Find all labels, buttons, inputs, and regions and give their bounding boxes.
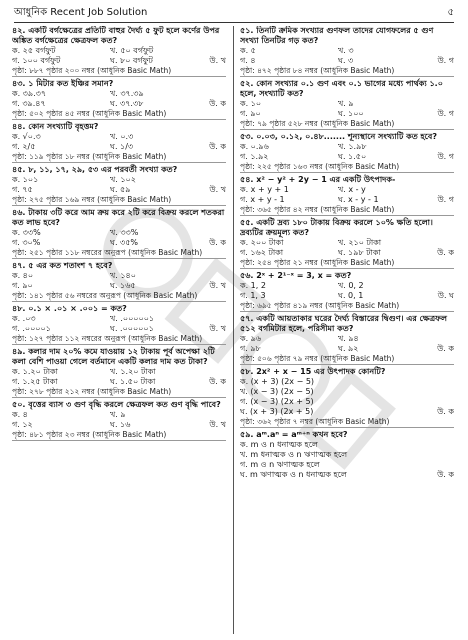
option: খ. ৩ — [338, 46, 354, 55]
question-item — [240, 271, 454, 312]
question-item — [240, 218, 454, 269]
question-text: ৪৮. ০.১ × .০১ × .০০১ = কত? — [12, 304, 127, 313]
answer-key: উ. ক — [209, 377, 226, 386]
answer-spacer — [208, 367, 226, 377]
options-grid — [240, 440, 454, 480]
option: গ. ৭৫ — [12, 185, 33, 194]
option: ঘ. ৩৭.৩৮ — [110, 99, 144, 108]
option: ঘ. ৩৫% — [110, 238, 139, 247]
source-reference: পৃষ্ঠা: ৩৬২ পৃষ্ঠার ৭ নম্বর (আধুনিক Basic Math) — [240, 417, 454, 428]
answer-spacer — [436, 185, 454, 195]
options-grid — [12, 132, 226, 152]
answer-spacer — [436, 397, 454, 407]
question-text: ৫১. তিনটি ক্রমিক সংখ্যার গুণফল তাদের যোগফলের ৫ গুণ সংখ্যা তিনটির গড় কত? — [240, 26, 434, 45]
answer-spacer — [208, 271, 226, 281]
answer-key: উ. ক — [209, 238, 226, 247]
question-item — [12, 79, 226, 120]
option: ক. ৫ — [240, 46, 256, 55]
option: খ. .০০০০০১ — [110, 314, 155, 323]
option: ঘ. ৫৯ — [110, 185, 131, 194]
options-grid — [12, 314, 226, 334]
answer-spacer — [436, 99, 454, 109]
answer-spacer — [436, 440, 454, 450]
answer-key: উ. ক — [209, 142, 226, 151]
option: খ. m ধনাত্মক ও n ঋণাত্মক হলে — [240, 450, 348, 459]
source-reference: পৃষ্ঠা: ৪৮১ পৃষ্ঠার ২৩ নম্বর (আধুনিক Basic Math) — [12, 430, 226, 441]
option: ক. ১.২০ টাকা — [12, 367, 58, 376]
option: গ. ১৬২ টাকা — [240, 248, 284, 257]
question-item — [240, 26, 454, 77]
question-text: ৪৬. টাকায় ৩টি করে আম ক্রয় করে ২টি করে বিক্রয় করলে শতকরা কত লাভ হবে? — [12, 208, 225, 227]
answer-key: উ. গ — [437, 56, 454, 65]
option: ক. .০৩ — [12, 314, 36, 323]
option: খ. ৩৩% — [110, 228, 139, 237]
page-number: ৫ — [447, 6, 454, 18]
option: খ. ১৪০ — [110, 271, 136, 280]
source-reference: পৃষ্ঠা: ৬৯৫ পৃষ্ঠার ৪১৯ নম্বর (আধুনিক Basic Math) — [240, 301, 454, 312]
option: ক. ২৫ বর্গফুট — [12, 46, 56, 55]
source-reference: পৃষ্ঠা: ৫০২ পৃষ্ঠার ৪৫ নম্বর (আধুনিক Basic Math) — [12, 109, 226, 120]
source-reference: পৃষ্ঠা: ১১৯ পৃষ্ঠার ১৮ নম্বর (আধুনিক Basic Math) — [12, 152, 226, 163]
options-grid — [240, 377, 454, 417]
options-grid — [12, 89, 226, 109]
option: ঘ. ৮০ বর্গফুট — [110, 56, 153, 65]
answer-key: উ. ক — [209, 99, 226, 108]
option: ক. ৯৬ — [240, 334, 262, 343]
answer-key: উ. খ — [209, 185, 226, 194]
option: ক. ১০ — [240, 99, 262, 108]
question-text: ৫৬. 2ˣ + 2¹⁻ˣ = 3, x = কত? — [240, 271, 352, 280]
question-item — [12, 261, 226, 302]
answer-key: উ. খ — [209, 56, 226, 65]
answer-key: উ. ক — [437, 470, 454, 479]
options-grid — [240, 46, 454, 66]
question-item — [12, 400, 226, 441]
source-reference: পৃষ্ঠা: ৩৬৫ পৃষ্ঠার ৪২ নম্বর (আধুনিক Basic Math) — [240, 205, 454, 216]
options-grid — [240, 99, 454, 119]
option: গ. 1, 3 — [240, 291, 266, 300]
option: ক. ৩৯.৩৭ — [12, 89, 47, 98]
option: ক. (x + 3) (2x − 5) — [240, 377, 315, 386]
option: গ. ৯০ — [12, 281, 33, 290]
options-grid — [240, 238, 454, 258]
answer-key: উ. গ — [437, 195, 454, 204]
answer-spacer — [436, 387, 454, 397]
answer-spacer — [436, 281, 454, 291]
option: খ. ০.৩ — [110, 132, 134, 141]
source-reference: পৃষ্ঠা: ২৫১ পৃষ্ঠার ১১৮ নম্বরের অনুরূপ (আধুনিক Basic Math) — [12, 248, 226, 259]
source-reference: পৃষ্ঠা: ৮৮৭ পৃষ্ঠার ২০০ নম্বর (আধুনিক Basic Math) — [12, 66, 226, 77]
options-grid — [12, 228, 226, 248]
option: গ. .০০০০১ — [12, 324, 51, 333]
option: গ. ৩৯.৪৭ — [12, 99, 46, 108]
option: গ. ১.২৫ টাকা — [12, 377, 58, 386]
option: ঘ. ৩ — [338, 56, 354, 65]
question-item — [240, 79, 454, 130]
option: গ. ১০০ বর্গফুট — [12, 56, 61, 65]
question-item — [12, 26, 226, 77]
option: খ. ২১০ টাকা — [338, 238, 382, 247]
option: খ. ৫০ বর্গফুট — [110, 46, 154, 55]
options-grid — [12, 367, 226, 387]
option: খ. ৯ — [110, 410, 126, 419]
header-rule — [14, 22, 454, 23]
source-reference: পৃষ্ঠা: ৭৯ পৃষ্ঠার ৫২৮ নম্বর (আধুনিক Basic Math) — [240, 119, 454, 130]
option: ক. m ও n ধনাত্মক হলে — [240, 440, 318, 449]
option: খ. x - y — [338, 185, 366, 194]
right-column — [240, 26, 454, 634]
option: গ. ৩০% — [12, 238, 41, 247]
source-reference: পৃষ্ঠা: ২২৫ পৃষ্ঠার ১৬৩ নম্বর (আধুনিক Basic Math) — [240, 162, 454, 173]
option: ঘ. m ঋণাত্মক ও n ধনাত্মক হলে — [240, 470, 347, 479]
options-grid — [240, 281, 454, 301]
answer-key: উ. ক — [437, 407, 454, 416]
option: ক. ৪ — [12, 410, 28, 419]
options-grid — [240, 142, 454, 162]
answer-key: উ. খ — [209, 420, 226, 429]
question-item — [12, 304, 226, 345]
option: গ. (x − 3) (2x + 5) — [240, 397, 314, 406]
page-header — [14, 4, 454, 22]
question-text: ৫৫. একটি দ্রব্য ১৮০ টাকায় বিক্রয় করলে ১০% ক্ষতি হলো। দ্রব্যটির ক্রয়মূল্য কত? — [240, 218, 433, 237]
option: ক. 1, 2 — [240, 281, 266, 290]
column-divider — [233, 26, 234, 634]
question-text: ৫৮. 2x² + x − 15 এর উৎপাদক কোনটি? — [240, 367, 386, 376]
answer-spacer — [436, 460, 454, 470]
option: ঘ. ১৬ — [110, 420, 131, 429]
answer-spacer — [208, 89, 226, 99]
source-reference: পৃষ্ঠা: ২৭৮ পৃষ্ঠার ২১২ নম্বর (আধুনিক Basic Math) — [12, 387, 226, 398]
question-text: ৪২. একটি বর্গক্ষেত্রের প্রতিটি বাহুর দৈর্ঘ্য ৫ ফুট হলে কর্ণের উপর অঙ্কিত বর্গক্ষেত্রের ক্ষেত্রফল কত? — [12, 26, 220, 45]
source-reference: পৃষ্ঠা: ২৭৫ পৃষ্ঠার ১৬৯ নম্বর (আধুনিক Basic Math) — [12, 195, 226, 206]
option: গ. ৯৮ — [240, 344, 261, 353]
source-reference: পৃষ্ঠা: ৫০৬ পৃষ্ঠার ৭৯ নম্বর (আধুনিক Basic Math) — [240, 354, 454, 365]
option: ঘ. ১.৫০ — [338, 152, 367, 161]
left-column — [12, 26, 226, 634]
option: ঘ. ১৬৫ — [110, 281, 136, 290]
options-grid — [12, 46, 226, 66]
option: ক. ৩৩% — [12, 228, 41, 237]
option: খ. ১.৯৮ — [338, 142, 367, 151]
option: ঘ. 0, 1 — [338, 291, 364, 300]
option: ঘ. ১/৩ — [110, 142, 134, 151]
option: গ. x + y - 1 — [240, 195, 285, 204]
options-grid — [240, 334, 454, 354]
options-grid — [12, 410, 226, 430]
question-text: ৫৩. ০.০৩, ০.১২, ০.৪৮....... শূন্যস্থানে সংখ্যাটি কত হবে? — [240, 132, 437, 141]
answer-spacer — [436, 142, 454, 152]
book-title: আধুনিক Recent Job Solution — [14, 6, 148, 18]
option: ক. ১০১ — [12, 175, 39, 184]
answer-key: উ. গ — [437, 152, 454, 161]
option: গ. ২/৫ — [12, 142, 36, 151]
option: গ. ৯০ — [240, 109, 261, 118]
answer-key: উ. ক — [437, 344, 454, 353]
source-reference: পৃষ্ঠা: ২৫৪ পৃষ্ঠার ২১ নম্বর (আধুনিক Basic Math) — [240, 258, 454, 269]
question-text: ৪৫. ৮, ১১, ১৭, ২৯, ৫৩ এর পরবর্তী সংখ্যা কত? — [12, 165, 178, 174]
question-item — [12, 165, 226, 206]
option: খ. (x − 3) (2x − 5) — [240, 387, 314, 396]
answer-spacer — [436, 238, 454, 248]
question-text: ৫৪. x² − y² + 2y − 1 এর একটি উৎপাদক- — [240, 175, 396, 184]
option: ঘ. x - y - 1 — [338, 195, 379, 204]
answer-spacer — [208, 132, 226, 142]
answer-spacer — [208, 175, 226, 185]
question-text: ৪৩. ১ মিটার কত ইঞ্চির সমান? — [12, 79, 114, 88]
answer-spacer — [436, 334, 454, 344]
answer-key: উ. ক — [437, 248, 454, 257]
question-text: ৪৪. কোন সংখ্যাটি বৃহত্তম? — [12, 122, 99, 131]
question-item — [240, 132, 454, 173]
question-text: ৪৯. কলার দাম ২০% কমে যাওয়ায় ১২ টাকায় পূর্ব অপেক্ষা ২টি কলা বেশি পাওয়া গেলে বর্তমানে একটি কলার দাম কত টাকা? — [12, 347, 215, 366]
option: খ. ৯ — [338, 99, 354, 108]
option: গ. ১.৯২ — [240, 152, 269, 161]
source-reference: পৃষ্ঠা: ৪৭২ পৃষ্ঠার ৮৪ নম্বর (আধুনিক Basic Math) — [240, 66, 454, 77]
question-item — [240, 314, 454, 365]
answer-spacer — [208, 228, 226, 238]
source-reference: পৃষ্ঠা: ১৪১ পৃষ্ঠার ৫৬ নম্বরের অনুরূপ (আধুনিক Basic Math) — [12, 291, 226, 302]
answer-spacer — [436, 450, 454, 460]
option: খ. ৯৪ — [338, 334, 359, 343]
option: গ. ৪ — [240, 56, 256, 65]
answer-spacer — [208, 46, 226, 56]
question-item — [240, 175, 454, 216]
answer-key: উ. খ — [209, 324, 226, 333]
source-reference: পৃষ্ঠা: ১২৭ পৃষ্ঠার ১১২ নম্বরের অনুরূপ (আধুনিক Basic Math) — [12, 334, 226, 345]
option: ঘ. .০০০০০১ — [110, 324, 154, 333]
answer-key: উ. খ — [209, 281, 226, 290]
option: ঘ. ১.৫০ টাকা — [110, 377, 156, 386]
question-item — [240, 430, 454, 480]
question-text: ৪৭. ৫ এর কত শতাংশ ৭ হবে? — [12, 261, 113, 270]
option: ঘ. (x + 3) (2x + 5) — [240, 407, 314, 416]
options-grid — [12, 175, 226, 195]
question-item — [12, 122, 226, 163]
options-grid — [12, 271, 226, 291]
answer-spacer — [436, 46, 454, 56]
answer-key: উ. গ — [437, 109, 454, 118]
question-item — [12, 347, 226, 398]
question-text: ৫২. কোন সংখ্যার ০.১ গুণ এবং ০.১ ভাগের মধ্যে পার্থক্য ১.০ হলে, সংখ্যাটি কত? — [240, 79, 443, 98]
option: ঘ. ১৯৮ টাকা — [338, 248, 381, 257]
option: গ. ১২ — [12, 420, 33, 429]
option: খ. ৩৭.৩৯ — [110, 89, 144, 98]
question-text: ৫৭. একটি আয়তাকার ঘরের দৈর্ঘ্য বিস্তারের দ্বিগুণ। এর ক্ষেত্রফল ৫১২ বর্গমিটার হলে, পরিসীমা কত? — [240, 314, 447, 333]
option: ক. x + y + 1 — [240, 185, 289, 194]
option: গ. m ও n ঋণাত্মক হলে — [240, 460, 320, 469]
option: ক. √০.৩ — [12, 132, 41, 141]
option: ক. ০.৯৬ — [240, 142, 269, 151]
option: খ. ১০২ — [110, 175, 136, 184]
option: খ. 0, 2 — [338, 281, 364, 290]
answer-spacer — [436, 377, 454, 387]
options-grid — [240, 185, 454, 205]
option: ঘ. ৯২ — [338, 344, 359, 353]
question-text: ৫০. বৃত্তের ব্যাস ৩ গুণ বৃদ্ধি করলে ক্ষেত্রফল কত গুণ বৃদ্ধি পাবে? — [12, 400, 221, 409]
option: ক. ৪০ — [12, 271, 34, 280]
answer-spacer — [208, 314, 226, 324]
question-item — [240, 367, 454, 428]
answer-spacer — [208, 410, 226, 420]
option: ক. ২০০ টাকা — [240, 238, 284, 247]
answer-key: উ. ঘ — [437, 291, 454, 300]
question-item — [12, 208, 226, 259]
question-text: ৫৯. aᵐ.aⁿ = aᵐ⁺ⁿ কখন হবে? — [240, 430, 348, 439]
option: ঘ. ১০০ — [338, 109, 364, 118]
option: খ. ১.২০ টাকা — [110, 367, 156, 376]
